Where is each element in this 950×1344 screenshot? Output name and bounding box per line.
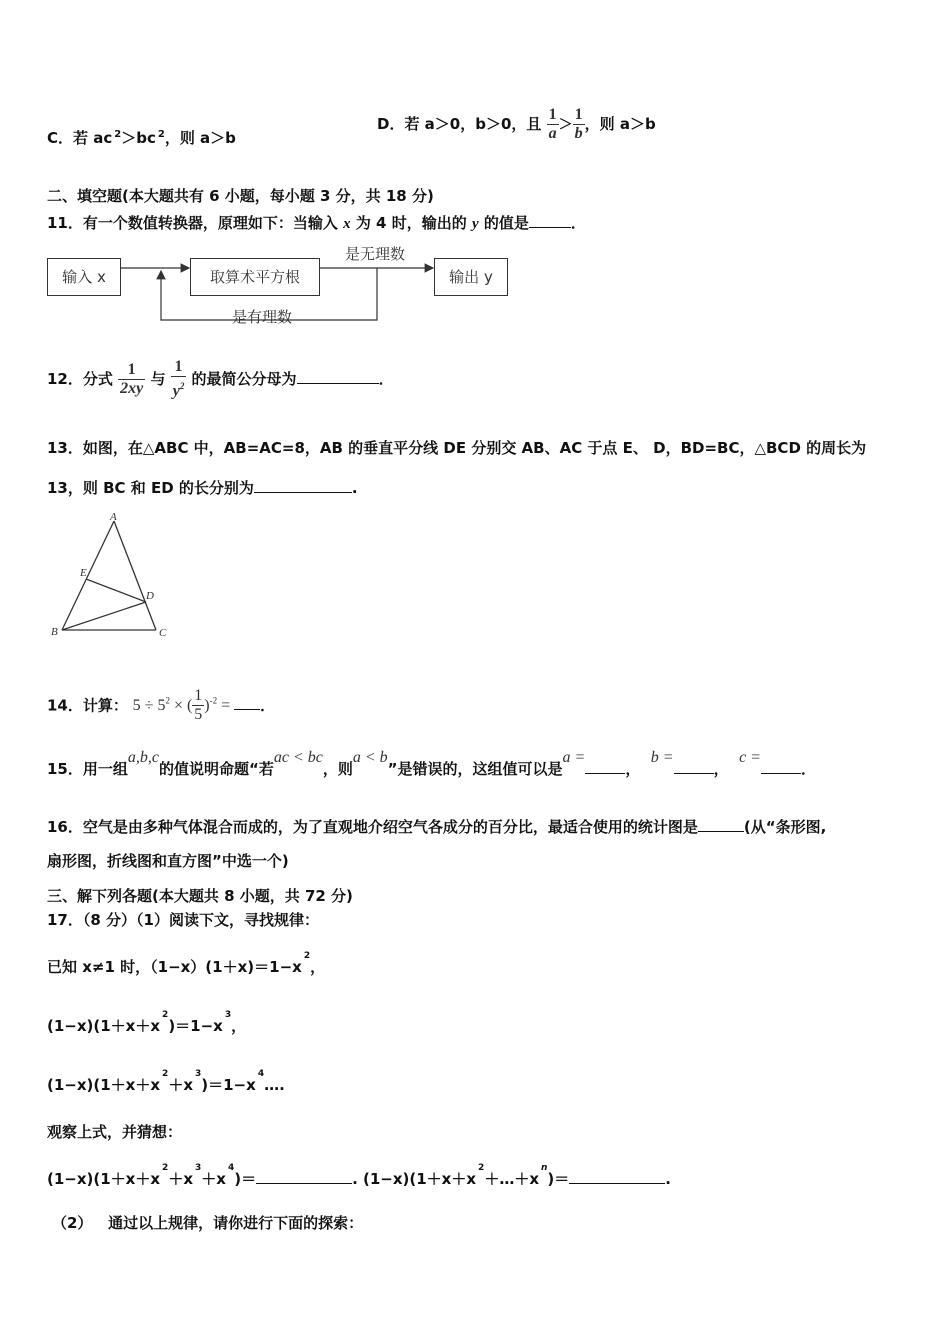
answer-blank-15-c[interactable]: [761, 757, 801, 774]
flow-label-rational: 是有理数: [232, 308, 293, 326]
flow-label-irrational: 是无理数: [345, 245, 406, 263]
label-b: B: [51, 626, 58, 638]
label-c: C: [159, 627, 167, 639]
question-16-line2: 扇形图，折线图和直方图”中选一个): [47, 852, 289, 870]
q17-observe: 观察上式，并猜想：: [47, 1123, 183, 1141]
fraction-one-over-a: $\frac{1}{a}$: [548, 106, 557, 142]
section-3-title: 三、解下列各题(本大题共 8 小题，共 72 分): [47, 887, 353, 905]
question-13-line1: 13．如图，在△ABC 中，AB=AC=8，AB 的垂直平分线 DE 分别交 AB、AC 于点 E、 D，BD=BC，△BCD 的周长为: [47, 439, 867, 457]
segment-bd: [62, 602, 146, 630]
q17-conjecture-line: $(1-x)(1+x+x^2+x^3+x^4)=$ . $(1-x)(1+x+x^2+\dots+x^n)=$ .: [47, 1163, 671, 1188]
q17-part-2: （2） 通过以上规律，请你进行下面的探索：: [52, 1214, 364, 1232]
question-13-line2: 13，则 BC 和 ED 的长分别为 .: [47, 476, 358, 498]
question-16-line1: 16．空气是由多种气体混合而成的，为了直观地介绍空气各成分的百分比，最适合使用的统计图是 (从“条形图,: [47, 815, 826, 837]
answer-blank-14[interactable]: [234, 693, 260, 710]
option-d: D．若 a＞0，b＞0，且 $\frac{1}{a}$ ＞ $\frac{1}{b}$ ，则 a＞b: [377, 106, 656, 142]
edge-ab: [62, 521, 114, 630]
triangle-figure: [40, 505, 180, 645]
label-a: A: [110, 511, 117, 523]
answer-blank-15-b[interactable]: [674, 757, 714, 774]
flow-arrows: [0, 0, 950, 340]
answer-blank-13[interactable]: [254, 476, 352, 493]
answer-blank-12[interactable]: [297, 367, 379, 384]
option-c: C．若 ac $^2$＞bc $^2$，则 a＞b: [47, 129, 236, 147]
fraction-1-over-2xy: $\frac{1}{2xy}$: [120, 361, 144, 397]
fraction-1-over-y-squared: $\frac{1}{y^2}$: [172, 358, 185, 400]
question-11: 11．有一个数值转换器，原理如下：当输入 x 为 4 时，输出的 y 的值是 ．: [47, 211, 586, 234]
label-d: D: [146, 590, 154, 602]
section-2-title: 二、填空题(本大题共有 6 小题，每小题 3 分，共 18 分): [47, 187, 434, 205]
fraction-1-over-5: $\frac{1}{5}$: [194, 687, 203, 724]
flow-input-box: 输入 x: [47, 258, 121, 296]
fraction-one-over-b: $\frac{1}{b}$: [574, 106, 583, 142]
answer-blank-17-b[interactable]: [569, 1167, 665, 1184]
question-14: 14．计算： $5 \div 5^2$ × ( $\frac{1}{5}$ )$^{-2}$ = ．: [47, 687, 276, 724]
answer-blank-17-a[interactable]: [256, 1167, 352, 1184]
question-17-header: 17．（8 分）（1）阅读下文，寻找规律：: [47, 911, 319, 929]
answer-blank-15-a[interactable]: [585, 757, 625, 774]
edge-ac: [114, 521, 156, 630]
q17-given-line-1: 已知 x≠1 时，$(1-x)(1+x)=1-x^2$，: [47, 951, 326, 976]
answer-blank-16[interactable]: [698, 815, 744, 832]
flow-output-box: 输出 y: [434, 258, 508, 296]
label-e: E: [80, 567, 87, 579]
q17-given-line-2: $(1-x)(1+x+x^2)=1-x^3$，: [47, 1010, 247, 1035]
q17-given-line-3: $(1-x)(1+x+x^2+x^3)=1-x^4\dots$.: [47, 1069, 285, 1094]
question-15: 15．用一组a,b,c的值说明命题“若ac < bc，则a < b”是错误的，这组值可以是a =， b =， c =．: [47, 749, 816, 778]
flow-process-box: 取算术平方根: [190, 258, 320, 296]
question-12: 12．分式 $\frac{1}{2xy}$ 与 $\frac{1}{y^2}$ 的最简公分母为 ．: [47, 358, 394, 400]
